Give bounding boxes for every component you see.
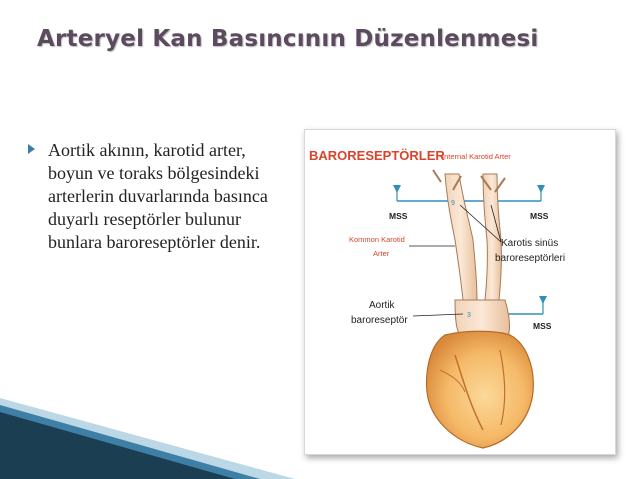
mss-left-label: MSS <box>389 211 408 221</box>
heart <box>427 331 534 448</box>
bullet-text: Aortik akının, karotid arter, boyun ve toraks bölgesindeki arterlerin duvarlarında basınca duyarlı reseptörler bulunur bunlara baroreseptörler denir. <box>48 140 268 252</box>
aortic-label-2: baroreseptör <box>351 315 408 326</box>
slide-title: Arteryel Kan Basıncının Düzenlenmesi <box>37 26 539 52</box>
carotid-sinus-label-1: Karotis sinüs <box>501 238 559 249</box>
figure-heading: BARORESEPTÖRLER <box>309 148 445 163</box>
baroreceptor-figure <box>304 129 616 455</box>
right-carotid-artery <box>483 174 501 300</box>
common-carotid-label-2: Arter <box>373 249 390 258</box>
bullet-item <box>28 139 268 254</box>
num-3-label: 3 <box>467 312 471 319</box>
carotid-sinus-label-2: baroreseptörleri <box>495 253 566 264</box>
aortic-label-1: Aortik <box>369 300 395 311</box>
common-carotid-label-1: Kommon Karotid <box>349 235 405 244</box>
mss-right-label: MSS <box>530 211 549 221</box>
num-9-label: 9 <box>451 200 455 207</box>
internal-carotid-label: İnternal Karotid Arter <box>442 152 511 161</box>
left-carotid-artery <box>445 174 477 300</box>
triangle-right-icon <box>28 144 35 154</box>
mss-bottom-label: MSS <box>533 321 552 331</box>
